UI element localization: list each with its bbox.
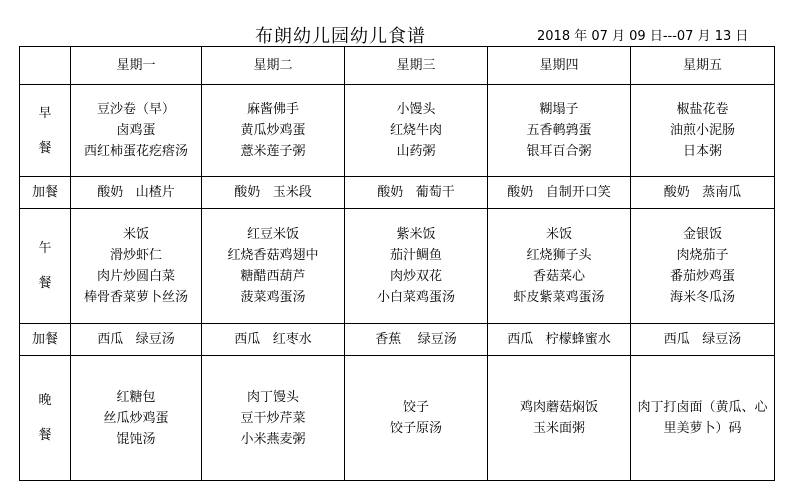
day-header-tue: 星期二 bbox=[202, 47, 345, 85]
menu-item: 薏米莲子粥 bbox=[240, 144, 306, 159]
menu-item: 红烧狮子头 bbox=[526, 248, 592, 263]
menu-item: 糖醋西葫芦 bbox=[240, 269, 306, 284]
lunch-label-1: 午 bbox=[38, 241, 52, 256]
menu-item: 卤鸡蛋 bbox=[116, 123, 156, 138]
menu-table bbox=[19, 46, 775, 481]
afternoon-snack-row bbox=[20, 324, 775, 356]
menu-item: 麻酱佛手 bbox=[246, 102, 299, 117]
page-title: 布朗幼儿园幼儿食谱 bbox=[255, 26, 426, 47]
lunch-wed bbox=[345, 209, 488, 324]
menu-item: 玉米面粥 bbox=[532, 421, 585, 436]
menu-item: 鸡肉蘑菇焖饭 bbox=[519, 400, 598, 415]
menu-item: 小米燕麦粥 bbox=[240, 431, 306, 447]
menu-item: 五香鹌鹑蛋 bbox=[526, 123, 592, 138]
lunch-thu bbox=[488, 209, 631, 324]
lunch-label bbox=[20, 209, 71, 324]
breakfast-thu bbox=[488, 85, 631, 177]
lunch-mon bbox=[71, 209, 202, 324]
morning-snack-wed: 酸奶 葡萄干 bbox=[345, 177, 488, 209]
lunch-tue bbox=[202, 209, 345, 324]
menu-item: 棒骨香菜萝卜丝汤 bbox=[83, 290, 188, 305]
lunch-label-2: 餐 bbox=[38, 276, 52, 291]
afternoon-snack-label: 加餐 bbox=[20, 324, 71, 356]
menu-item: 日本粥 bbox=[682, 144, 722, 159]
menu-item: 红糖包 bbox=[116, 389, 156, 405]
menu-item: 肉烧茄子 bbox=[676, 248, 729, 263]
menu-item: 菠菜鸡蛋汤 bbox=[240, 290, 306, 305]
menu-item: 饺子原汤 bbox=[389, 421, 442, 436]
lunch-fri bbox=[631, 209, 775, 324]
dinner-label bbox=[20, 356, 71, 481]
morning-snack-row bbox=[20, 177, 775, 209]
morning-snack-mon: 酸奶 山楂片 bbox=[71, 177, 202, 209]
dinner-fri bbox=[631, 356, 775, 481]
menu-item: 豆干炒芹菜 bbox=[240, 410, 306, 426]
menu-item: 小馒头 bbox=[396, 102, 436, 117]
menu-item: 肉片炒圆白菜 bbox=[96, 269, 175, 284]
day-header-fri: 星期五 bbox=[631, 47, 775, 85]
menu-item: 肉丁打卤面（黄瓜、心里美萝卜）码 bbox=[637, 400, 768, 436]
breakfast-wed bbox=[345, 85, 488, 177]
afternoon-snack-mon: 西瓜 绿豆汤 bbox=[71, 324, 202, 356]
morning-snack-fri: 酸奶 蒸南瓜 bbox=[631, 177, 775, 209]
dinner-wed bbox=[345, 356, 488, 481]
dinner-tue bbox=[202, 356, 345, 481]
menu-item: 番茄炒鸡蛋 bbox=[669, 269, 735, 284]
menu-item: 香菇菜心 bbox=[532, 269, 585, 284]
menu-item: 红烧牛肉 bbox=[389, 123, 442, 138]
breakfast-mon bbox=[71, 85, 202, 177]
breakfast-row bbox=[20, 85, 775, 177]
menu-item: 油煎小泥肠 bbox=[669, 123, 735, 138]
menu-item: 黄瓜炒鸡蛋 bbox=[240, 123, 306, 138]
header-row bbox=[20, 47, 775, 85]
menu-item: 肉丁馒头 bbox=[246, 389, 299, 405]
menu-item: 米饭 bbox=[122, 227, 149, 242]
morning-snack-thu: 酸奶 自制开口笑 bbox=[488, 177, 631, 209]
menu-item: 红豆米饭 bbox=[246, 227, 299, 242]
dinner-row bbox=[20, 356, 775, 481]
menu-item: 豆沙卷（早） bbox=[96, 102, 175, 117]
afternoon-snack-fri: 西瓜 绿豆汤 bbox=[631, 324, 775, 356]
breakfast-label-1: 早 bbox=[38, 105, 52, 121]
menu-item: 椒盐花卷 bbox=[676, 102, 729, 117]
afternoon-snack-tue: 西瓜 红枣水 bbox=[202, 324, 345, 356]
menu-item: 紫米饭 bbox=[396, 227, 436, 242]
day-header-mon: 星期一 bbox=[71, 47, 202, 85]
day-header-wed: 星期三 bbox=[345, 47, 488, 85]
breakfast-label-2: 餐 bbox=[38, 140, 52, 156]
dinner-label-1: 晚 bbox=[38, 393, 52, 408]
menu-item: 山药粥 bbox=[396, 144, 436, 159]
menu-item: 海米冬瓜汤 bbox=[669, 290, 735, 305]
dinner-label-2: 餐 bbox=[38, 428, 52, 443]
day-header-thu: 星期四 bbox=[488, 47, 631, 85]
menu-item: 米饭 bbox=[545, 227, 572, 242]
afternoon-snack-wed: 香蕉 绿豆汤 bbox=[345, 324, 488, 356]
menu-item: 金银饭 bbox=[682, 227, 722, 242]
menu-item: 西红柿蛋花疙瘩汤 bbox=[83, 144, 188, 159]
morning-snack-label: 加餐 bbox=[20, 177, 71, 209]
menu-item: 茄汁鲷鱼 bbox=[389, 248, 442, 263]
menu-item: 虾皮紫菜鸡蛋汤 bbox=[513, 290, 605, 305]
menu-item: 饺子 bbox=[402, 400, 429, 415]
menu-item: 糊塌子 bbox=[539, 102, 579, 117]
menu-item: 银耳百合粥 bbox=[526, 144, 592, 159]
breakfast-tue bbox=[202, 85, 345, 177]
menu-item: 肉炒双花 bbox=[389, 269, 442, 284]
menu-item: 小白菜鸡蛋汤 bbox=[376, 290, 455, 305]
breakfast-fri bbox=[631, 85, 775, 177]
dinner-mon bbox=[71, 356, 202, 481]
morning-snack-tue: 酸奶 玉米段 bbox=[202, 177, 345, 209]
menu-item: 丝瓜炒鸡蛋 bbox=[103, 410, 169, 426]
breakfast-label bbox=[20, 85, 71, 177]
menu-item: 红烧香菇鸡翅中 bbox=[227, 248, 319, 263]
menu-item: 馄饨汤 bbox=[116, 431, 156, 447]
corner-cell bbox=[20, 47, 71, 85]
date-range: 2018 年 07 月 09 日---07 月 13 日 bbox=[537, 29, 749, 44]
afternoon-snack-thu: 西瓜 柠檬蜂蜜水 bbox=[488, 324, 631, 356]
lunch-row bbox=[20, 209, 775, 324]
dinner-thu bbox=[488, 356, 631, 481]
menu-item: 滑炒虾仁 bbox=[109, 248, 162, 263]
